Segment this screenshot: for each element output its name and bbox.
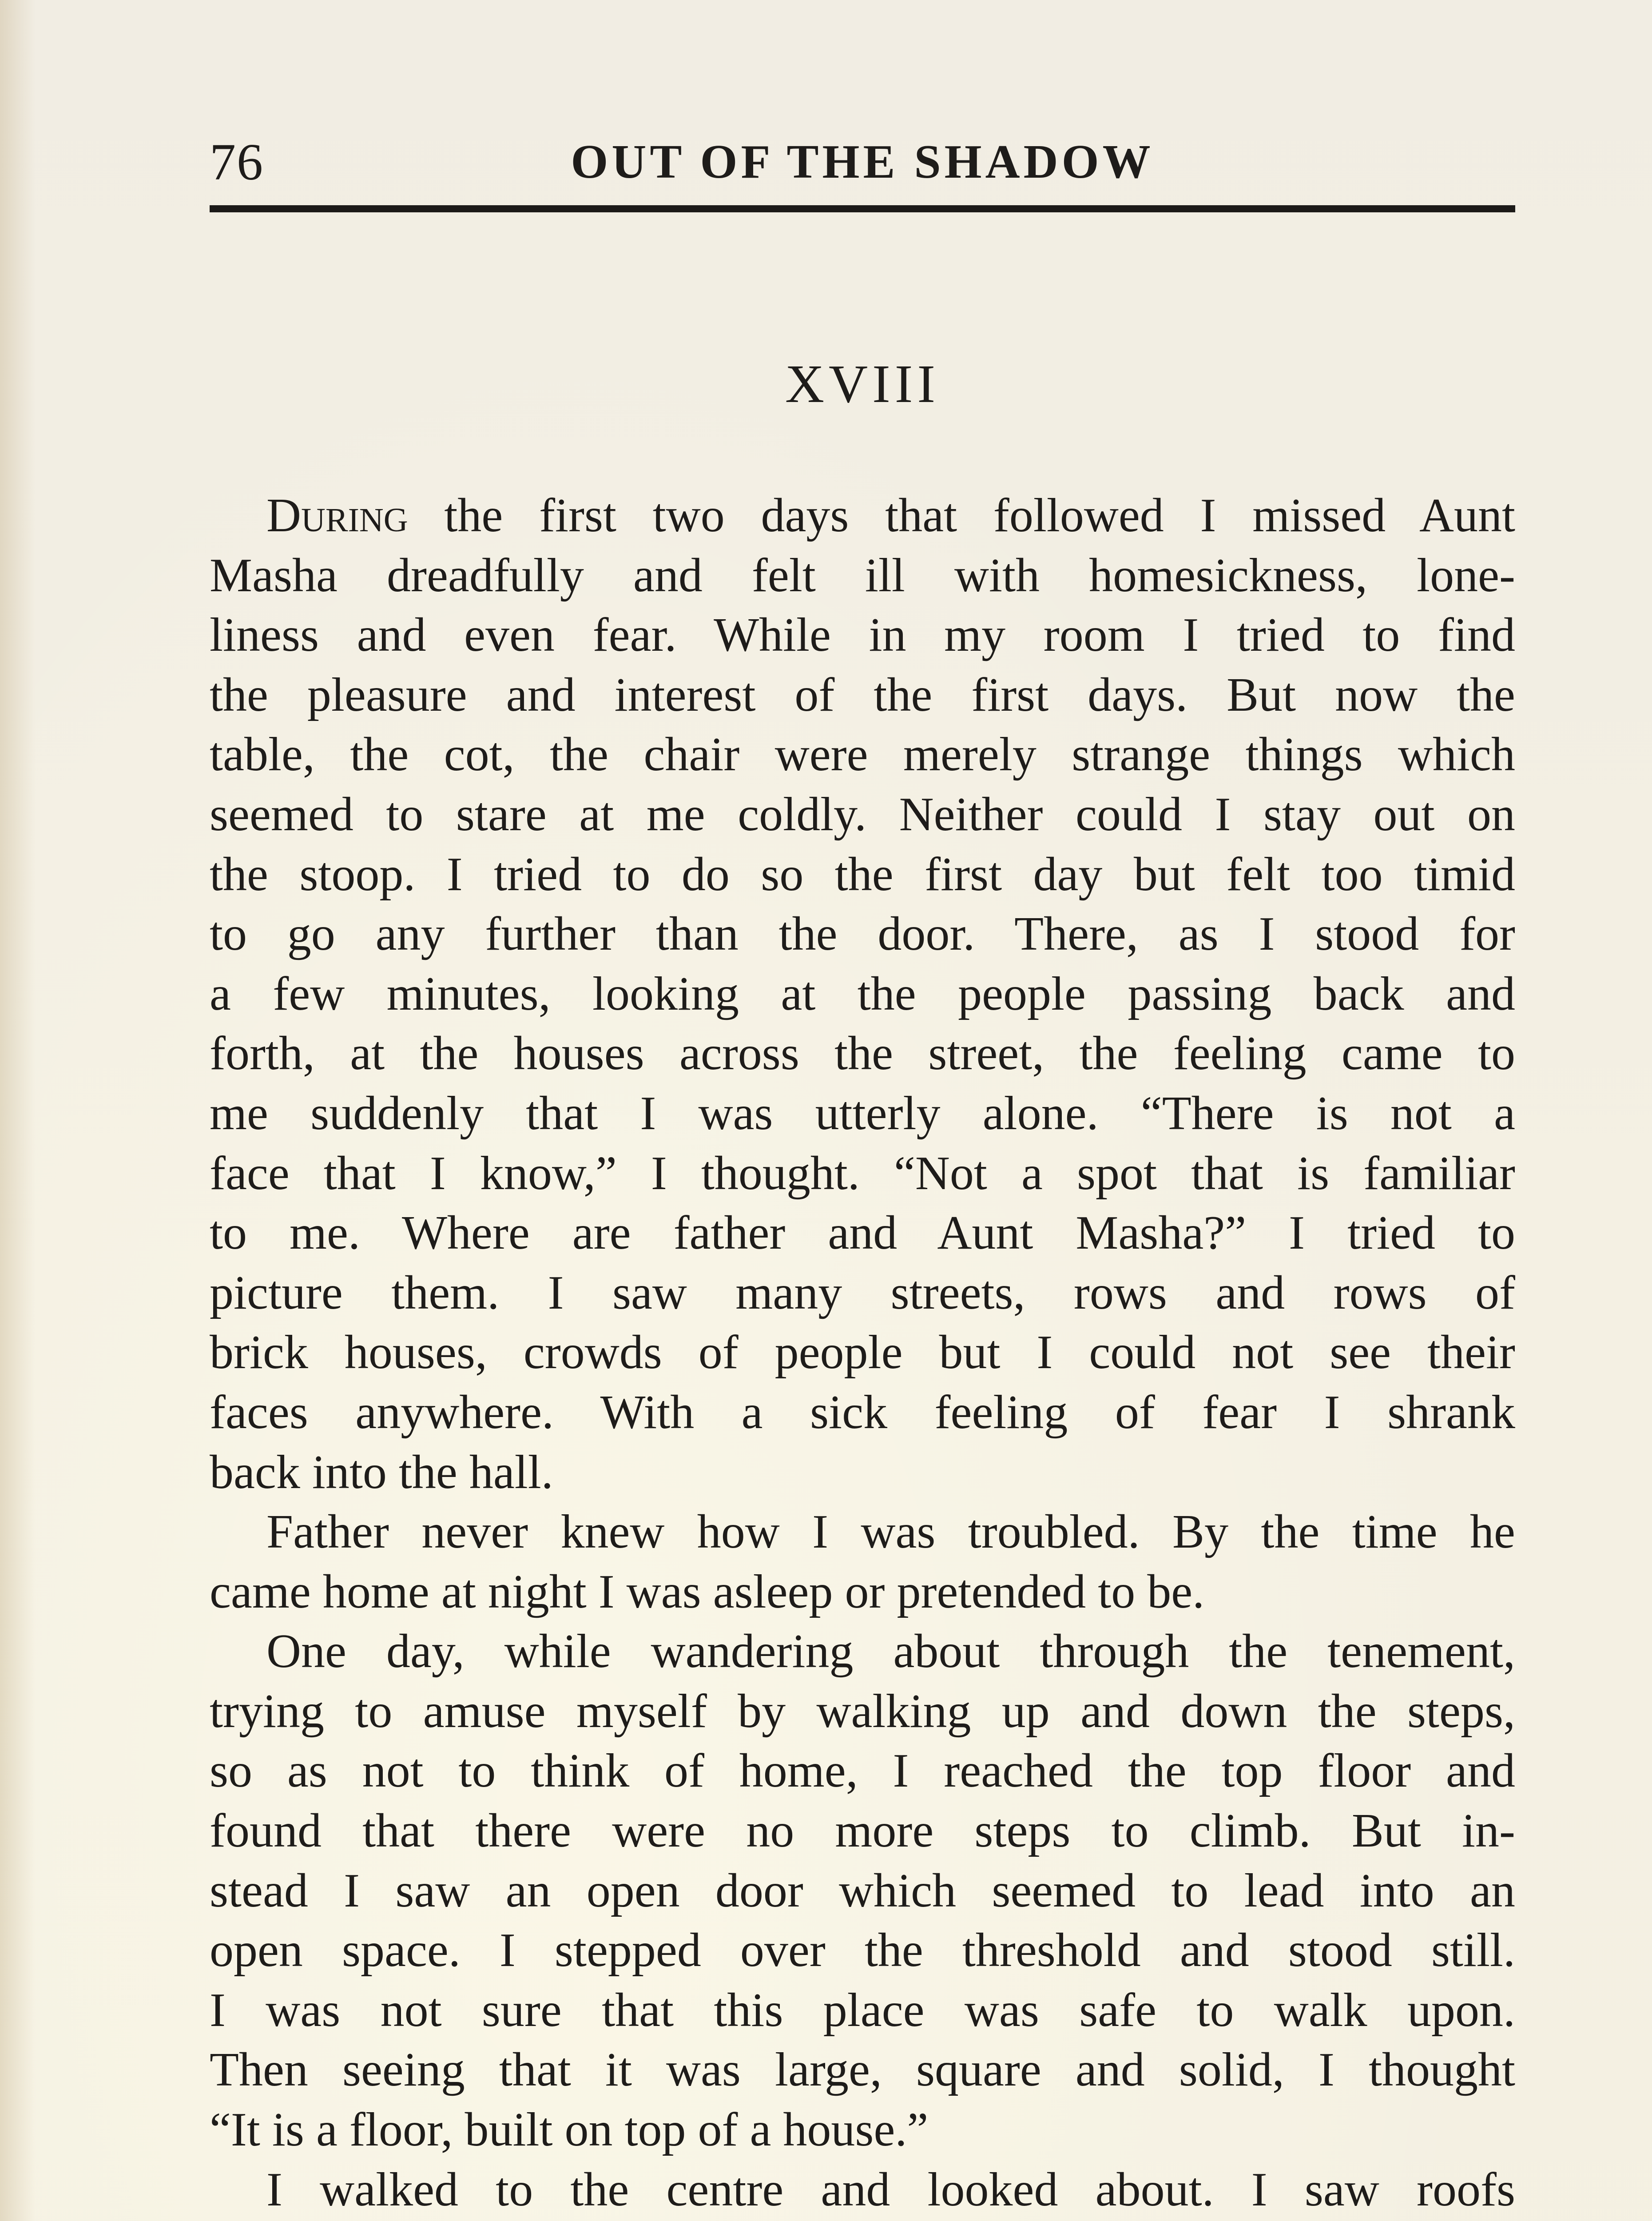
line-text: “It is a floor, built on top of a house.” xyxy=(210,2103,929,2157)
text-line xyxy=(210,1921,1515,1981)
text-line xyxy=(210,1084,1515,1144)
text-line xyxy=(210,725,1515,785)
line-text: Father never knew how I was troubled. By the time he xyxy=(266,1505,1515,1559)
text-line xyxy=(210,1383,1515,1443)
line-text: forth, at the houses across the street, the feeling came to xyxy=(210,1027,1515,1080)
line-text: brick houses, crowds of people but I could not see their xyxy=(210,1326,1515,1379)
line-text: the stoop. I tried to do so the first day but felt too timid xyxy=(210,848,1515,901)
text-line xyxy=(210,1562,1515,1622)
text-line xyxy=(210,1203,1515,1263)
line-text: to go any further than the door. There, as I stood for xyxy=(210,908,1515,961)
text-line xyxy=(210,1502,1515,1562)
line-text: One day, while wandering about through the tenement, xyxy=(266,1625,1515,1678)
line-text: face that I know,” I thought. “Not a spot that is familiar xyxy=(210,1146,1515,1200)
line-text: Then seeing that it was large, square and solid, I thought xyxy=(210,2043,1515,2097)
text-line xyxy=(210,904,1515,964)
text-line xyxy=(210,1144,1515,1204)
line-text: a few minutes, looking at the people passing back and xyxy=(210,967,1515,1020)
page-number: 76 xyxy=(210,133,264,191)
text-line xyxy=(210,1323,1515,1383)
text-line xyxy=(210,486,1515,546)
line-text: seemed to stare at me coldly. Neither could I stay out on xyxy=(210,788,1515,841)
line-text: faces anywhere. With a sick feeling of fear I shrank xyxy=(210,1385,1515,1439)
text-line xyxy=(210,1622,1515,1682)
line-text: open space. I stepped over the threshold and stood still. xyxy=(210,1924,1515,1977)
line-text: me suddenly that I was utterly alone. “There is not a xyxy=(210,1087,1515,1140)
text-line xyxy=(210,1682,1515,1742)
text-line xyxy=(210,1741,1515,1801)
line-text: table, the cot, the chair were merely strange things which xyxy=(210,728,1515,781)
line-text: so as not to think of home, I reached the top floor and xyxy=(210,1744,1515,1798)
text-line xyxy=(210,546,1515,606)
line-text: trying to amuse myself by walking up and down the steps, xyxy=(210,1684,1515,1738)
line-text: came home at night I was asleep or pretended to be. xyxy=(210,1565,1205,1618)
text-line xyxy=(210,1443,1515,1503)
line-text: stead I saw an open door which seemed to lead into an xyxy=(210,1864,1515,1917)
running-head: OUT OF THE SHADOW xyxy=(571,135,1154,188)
line-text: I was not sure that this place was safe to walk upon. xyxy=(210,1983,1515,2037)
line-text: picture them. I saw many streets, rows and rows of xyxy=(210,1266,1515,1319)
chapter-heading: XVIII xyxy=(785,354,940,414)
text-line xyxy=(210,845,1515,905)
text-line xyxy=(210,2100,1515,2160)
text-line xyxy=(210,2040,1515,2100)
text-line xyxy=(210,1801,1515,1861)
body-text xyxy=(210,486,1515,2221)
text-line xyxy=(210,2160,1515,2220)
line-text: found that there were no more steps to climb. But in- xyxy=(210,1804,1515,1858)
text-line xyxy=(210,1981,1515,2041)
line-text: the pleasure and interest of the first days. But now the xyxy=(210,668,1515,721)
line-text: liness and even fear. While in my room I tried to find xyxy=(210,609,1515,662)
drop-word: During xyxy=(266,489,408,542)
line-text: Masha dreadfully and felt ill with homesickness, lone- xyxy=(210,549,1515,602)
line-text: the first two days that followed I missed Aunt xyxy=(408,489,1515,542)
text-line xyxy=(210,665,1515,725)
line-text: back into the hall. xyxy=(210,1445,553,1499)
text-line xyxy=(210,964,1515,1024)
page-gutter-shadow xyxy=(0,0,36,2221)
text-line xyxy=(210,1263,1515,1323)
text-line xyxy=(210,1024,1515,1084)
text-line xyxy=(210,1861,1515,1921)
line-text: to me. Where are father and Aunt Masha?” I tried to xyxy=(210,1206,1515,1260)
line-text: I walked to the centre and looked about. I saw roofs xyxy=(266,2163,1515,2216)
header-rule xyxy=(210,205,1515,212)
page-header xyxy=(210,129,1515,195)
text-line xyxy=(210,785,1515,845)
text-line xyxy=(210,605,1515,665)
